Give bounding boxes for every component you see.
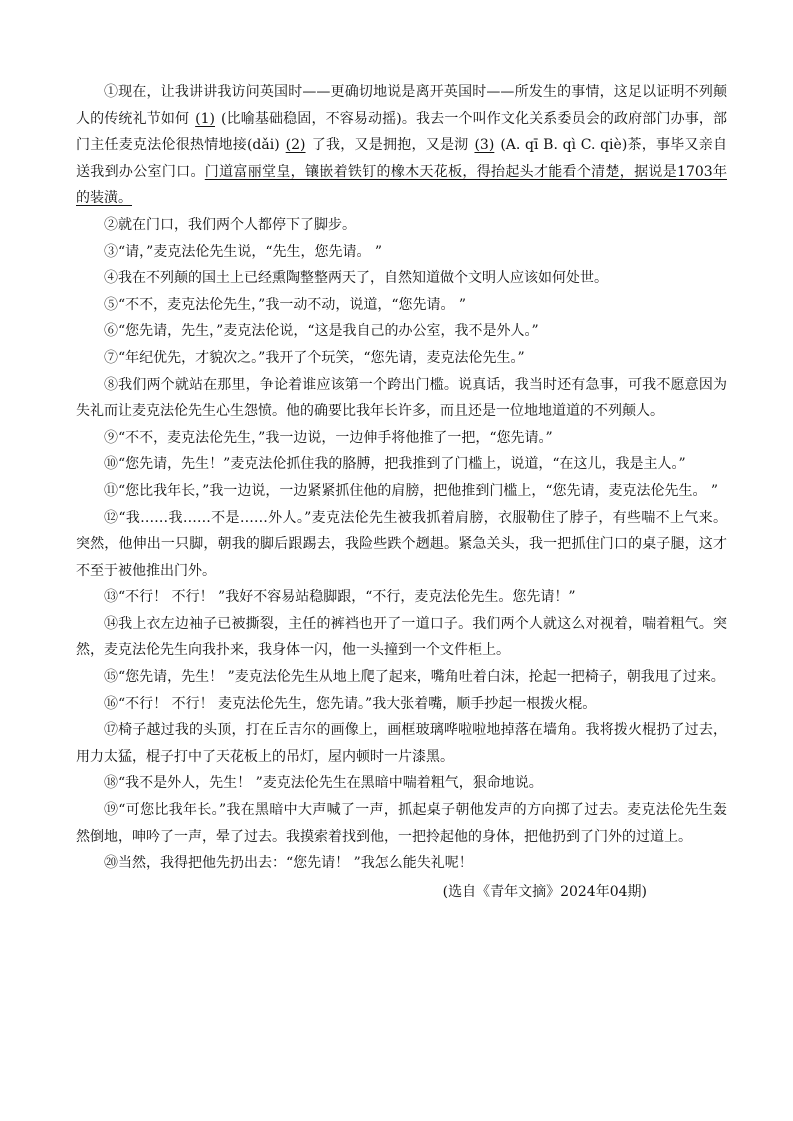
paragraph-13: ⑬“不行！ 不行！ ”我好不容易站稳脚跟，“不行，麦克法伦先生。您先请！” [104, 589, 576, 606]
underlined-sentence: 门道富丽堂皇，镶嵌着铁钉的橡木天花板，得抬起头才能看个清楚，据说是1703年的装潢。 [76, 163, 727, 207]
p1-text-c: 了我，又是拥抱，又是沏 [311, 137, 469, 154]
blank-3: (3) [474, 137, 495, 154]
paragraph-7: ⑦“年纪优先，才貌次之。”我开了个玩笑，“您先请，麦克法伦先生。” [104, 349, 525, 366]
paragraph-5: ⑤“不不，麦克法伦先生，”我一动不动，说道，“您先请。 ” [104, 296, 467, 313]
paragraph-2: ②就在门口，我们两个人都停下了脚步。 [104, 216, 356, 233]
paragraph-9: ⑨“不不，麦克法伦先生，”我一边说，一边伸手将他推了一把，“您先请。” [104, 429, 553, 446]
paragraph-15: ⑮“您先请，先生！ ”麦克法伦先生从地上爬了起来，嘴角吐着白沫，抡起一把椅子，朝我甩了过来。 [104, 669, 725, 686]
paragraph-11: ⑪“您比我年长，”我一边说，一边紧紧抓住他的肩膀，把他推到门槛上，“您先请，麦克法伦先生。 ” [104, 482, 719, 499]
p1-text-a: ①现在，让我讲讲我访问英国时——更确切地说是离开英国时——所发生的事情，这足以证明不列颠人的传统礼节如何 [76, 84, 727, 127]
paragraph-12: ⑫“我……我……不是……外人。”麦克法伦先生被我抓着肩膀，衣服勒住了脖子，有些喘不上气来。突然，他伸出一只脚，朝我的脚后跟踢去，我险些跌个趔趄。紧急关头，我一把抓住门口的桌子腿，这才不至于被他推出门外。 [76, 509, 727, 579]
p1-text-b: (比喻基础稳固，不容易动摇)。我去一个叫作文化关系委员会的政府部门办事，部门主任麦克法伦很热情地接(dǎi) [76, 110, 728, 154]
paragraph-10: ⑩“您先请，先生！”麦克法伦抓住我的胳膊，把我推到了门槛上，说道，“在这儿，我是主人。” [104, 456, 686, 473]
paragraph-3: ③“请，”麦克法伦先生说，“先生，您先请。 ” [104, 243, 383, 260]
blank-2: (2) [285, 137, 306, 154]
paragraph-14: ⑭我上衣左边袖子已被撕裂，主任的裤裆也开了一道口子。我们两个人就这么对视着，喘着粗气。突然，麦克法伦先生向我扑来，我身体一闪，他一头撞到一个文件柜上。 [76, 615, 727, 659]
paragraph-8: ⑧我们两个就站在那里，争论着谁应该第一个跨出门槛。说真话，我当时还有急事，可我不愿意因为失礼而让麦克法伦先生心生怨愤。他的确要比我年长许多，而且还是一位地地道道的不列颠人。 [76, 376, 727, 420]
paragraph-16: ⑯“不行！ 不行！ 麦克法伦先生，您先请。”我大张着嘴，顺手抄起一根拨火棍。 [104, 695, 597, 712]
paragraph-19: ⑲“可您比我年长。”我在黑暗中大声喊了一声，抓起桌子朝他发声的方向掷了过去。麦克法伦先生轰然倒地，呻吟了一声，晕了过去。我摸索着找到他，一把拎起他的身体，把他扔到了门外的过道上。 [76, 802, 727, 845]
article-body [76, 79, 727, 919]
paragraph-4: ④我在不列颠的国土上已经熏陶整整两天了，自然知道做个文明人应该如何处世。 [104, 270, 608, 287]
blank-1: (1) [195, 110, 215, 127]
paragraph-6: ⑥“您先请，先生，”麦克法伦说，“这是我自己的办公室，我不是外人。” [104, 323, 539, 340]
p1-text-d: (A. qī B. qì C. qiè)茶，事毕又亲自送我到办公室门口。 [76, 137, 728, 180]
paragraph-1 [76, 79, 727, 212]
source-citation: (选自《青年文摘》2024年04期) [442, 883, 647, 900]
paragraph-20: ⑳当然，我得把他先扔出去：“您先请！ ”我怎么能失礼呢！ [104, 855, 473, 872]
paragraph-18: ⑱“我不是外人，先生！ ”麦克法伦先生在黑暗中喘着粗气，狠命地说。 [104, 775, 543, 792]
paragraph-17: ⑰椅子越过我的头顶，打在丘吉尔的画像上，画框玻璃哗啦啦地掉落在墙角。我将拨火棍扔了过去，用力太猛，棍子打中了天花板上的吊灯，屋内顿时一片漆黑。 [76, 722, 727, 765]
